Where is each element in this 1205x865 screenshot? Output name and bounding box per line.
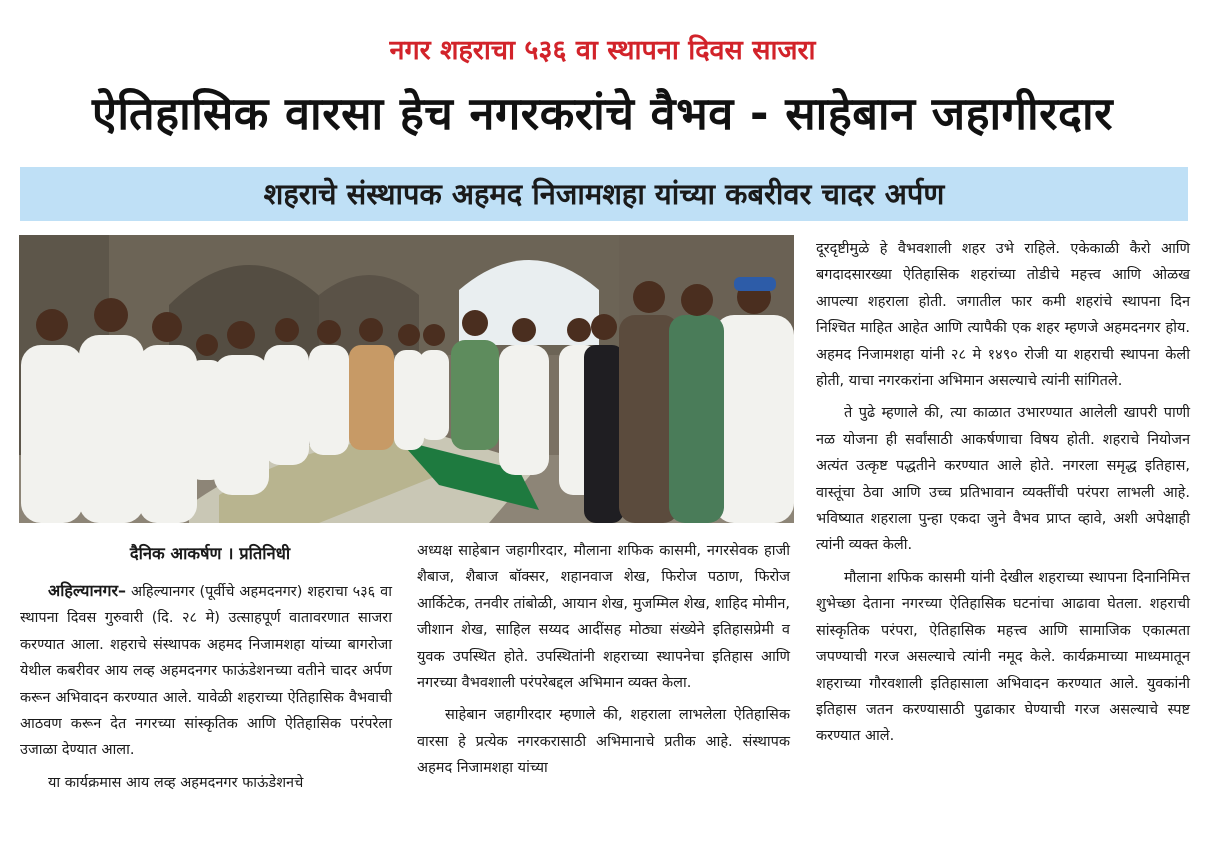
byline: दैनिक आकर्षण । प्रतिनिधी — [129, 544, 291, 563]
paragraph: साहेबान जहागीरदार म्हणाले की, शहराला लाभलेला ऐतिहासिक वारसा हे प्रत्येक नगरकरासाठी अभिमानाचे प्रतीक आहे. संस्थापक अहमद निजामशहा यांच्या — [417, 707, 790, 777]
subheadline-band: शहराचे संस्थापक अहमद निजामशहा यांच्या कबरीवर चादर अर्पण — [20, 167, 1188, 221]
kicker-headline: नगर शहराचा ५३६ वा स्थापना दिवस साजरा — [389, 35, 816, 66]
paragraph: दूरदृष्टीमुळे हे वैभवशाली शहर उभे राहिले. एकेकाळी कैरो आणि बगदादसारख्या ऐतिहासिक शहरांच्या तोडीचे महत्त्व आणि ओळख आपल्या शहराला होती. जगातील फार कमी शहरांचे स्थापना दिन निश्चित माहित आहेत आणि त्यापैकी एक शहर म्हणजे अहमदनगर होय. अहमद निजामशहा यांनी २८ मे १४९० रोजी या शहराची स्थापना केली होती, याचा नगरकरांना अभिमान असल्याचे त्यांनी सांगितले. — [816, 241, 1190, 390]
paragraph: या कार्यक्रमास आय लव्ह अहमदनगर फाऊंडेशनचे — [48, 774, 304, 791]
news-photo — [19, 235, 794, 523]
paragraph: अध्यक्ष साहेबान जहागीरदार, मौलाना शफिक कासमी, नगरसेवक हाजी शैबाज, शैबाज बॉक्सर, शहानवाज शेख, फिरोज पठाण, फिरोज आर्किटेक, तनवीर तांबोळी, आयान शेख, मुजम्मिल शेख, शाहिद मोमीन, जीशान शेख, साहिल सय्यद आदींसह मोठ्या संख्येने इतिहासप्रेमी व युवक उपस्थित होते. उपस्थितांनी शहराच्या स्थापनेचा इतिहास आणि नगरच्या वैभवशाली परंपरेबद्दल अभिमान व्यक्त केला. — [417, 543, 790, 692]
paragraph-text: अहिल्यानगर (पूर्वीचे अहमदनगर) शहराचा ५३६ वा स्थापना दिवस गुरुवारी (दि. २८ मे) उत्साहपूर्ण वातावरणात साजरा करण्यात आला. शहराचे संस्थापक अहमद निजामशहा यांच्या बागरोजा येथील कबरीवर आय लव्ह अहमदनगर फाऊंडेशनच्या वतीने चादर अर्पण करून अभिवादन करण्यात आले. यावेळी शहराच्या ऐतिहासिक वैभवाची आठवण करून देत नगरच्या सांस्कृतिक आणि ऐतिहासिक परंपरेला उजाळा देण्यात आला. — [20, 584, 392, 759]
paragraph: मौलाना शफिक कासमी यांनी देखील शहराच्या स्थापना दिनानिमित्त शुभेच्छा देताना नगरच्या ऐतिहासिक घटनांचा आढावा घेतला. शहराची सांस्कृतिक परंपरा, ऐतिहासिक महत्त्व आणि सामाजिक एकात्मता जपण्याची गरज असल्याचे त्यांनी नमूद केले. कार्यक्रमाच्या माध्यमातून शहराच्या गौरवशाली इतिहासाला अभिवादन करण्यात आले. युवकांनी इतिहास जतन करण्यासाठी पुढाकार घेण्याची गरज असल्याचे स्पष्ट करण्यात आले. — [816, 569, 1190, 745]
article-column-3 — [816, 236, 1190, 750]
paragraph — [20, 578, 392, 764]
article-column-2 — [417, 538, 790, 782]
paragraph: ते पुढे म्हणाले की, त्या काळात उभारण्यात आलेली खापरी पाणी नळ योजना ही सर्वांसाठी आकर्षणाचा विषय होती. शहराचे नियोजन अत्यंत उत्कृष्ट पद्धतीने करण्यात आले होते. नगरला समृद्ध इतिहास, वास्तूंचा ठेवा आणि उच्च प्रतिभावान व्यक्तींची परंपरा लाभली आहे. भविष्यात शहराला पुन्हा एकदा जुने वैभव प्राप्त व्हावे, अशी अपेक्षाही त्यांनी व्यक्त केली. — [816, 405, 1190, 554]
dateline: अहिल्यानगर– — [48, 581, 127, 600]
main-headline: ऐतिहासिक वारसा हेच नगरकरांचे वैभव - साहेबान जहागीरदार — [91, 87, 1113, 140]
article-column-1 — [20, 578, 392, 796]
